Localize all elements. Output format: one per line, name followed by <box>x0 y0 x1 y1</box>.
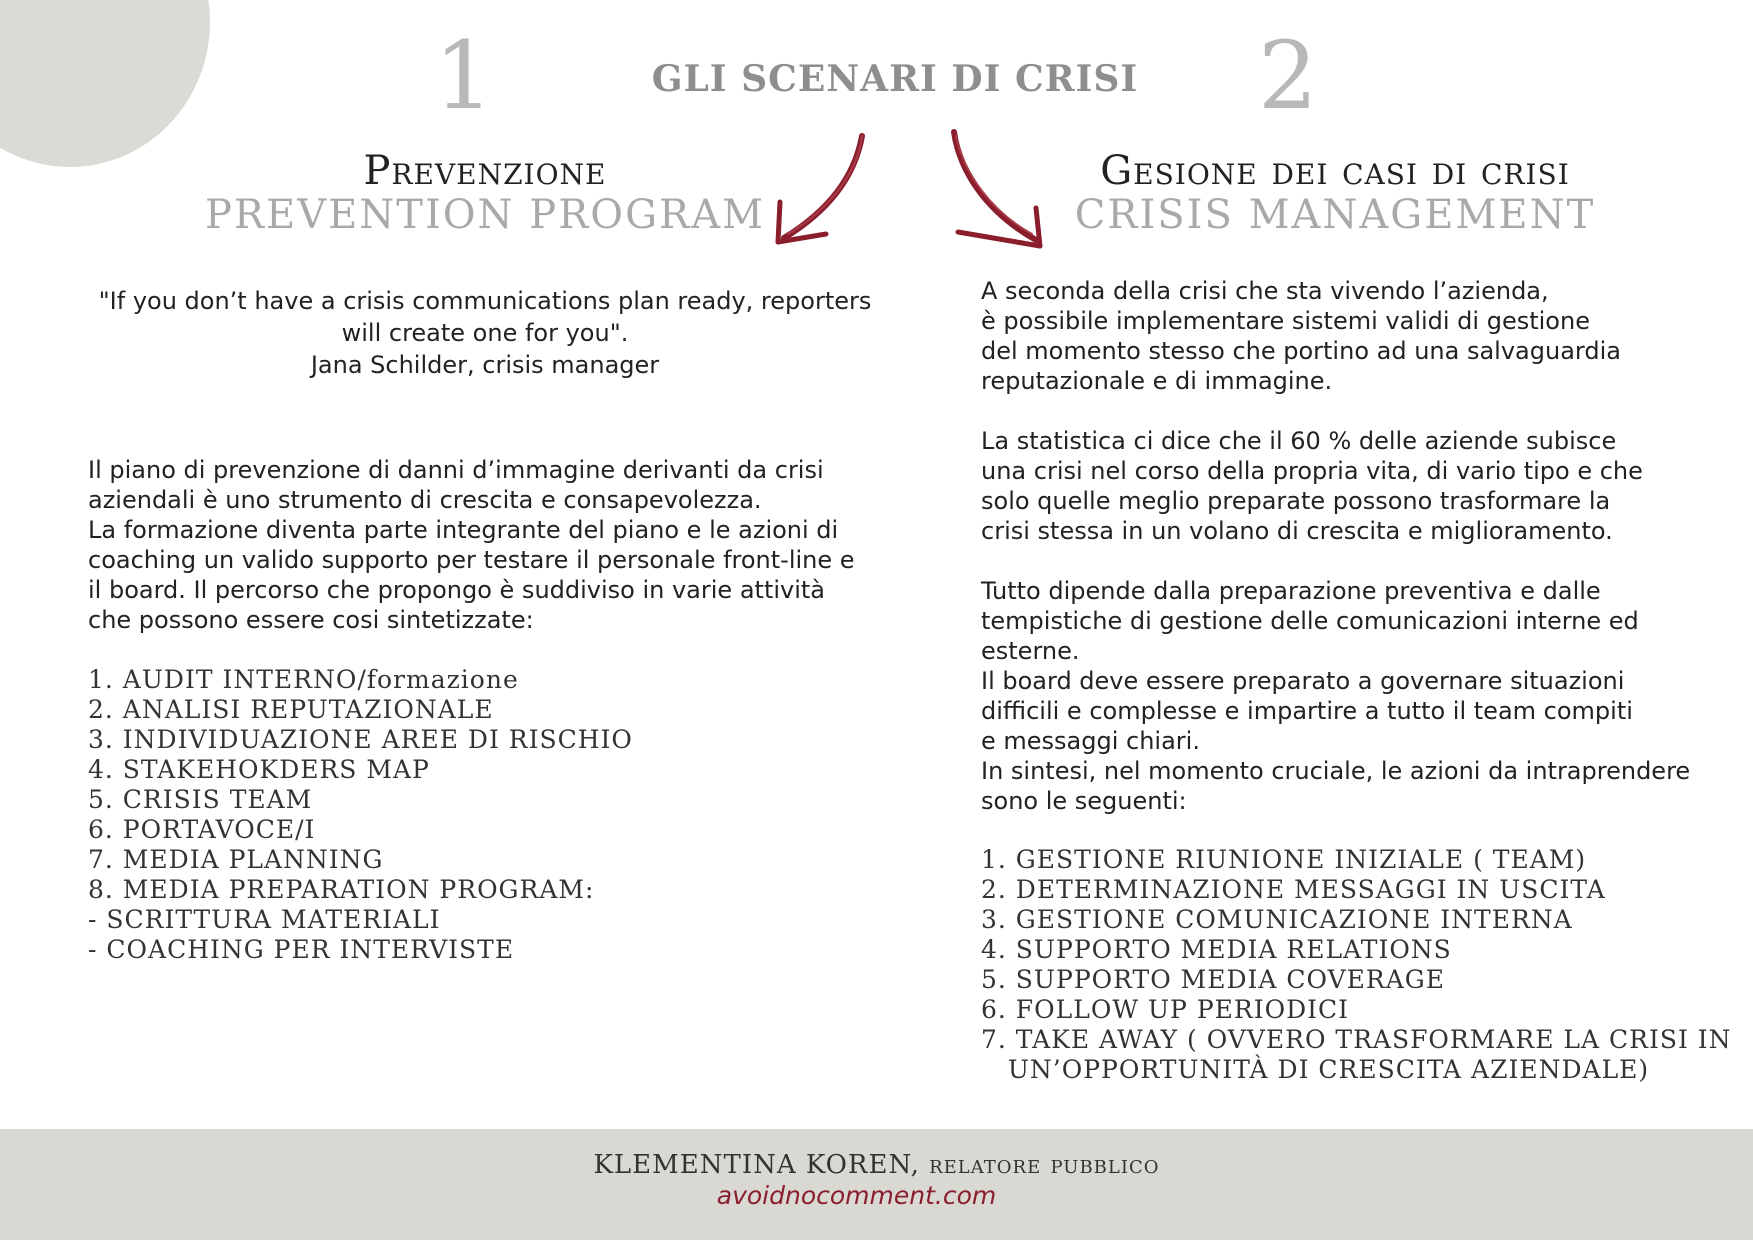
list-item: 6. FOLLOW UP PERIODICI <box>981 995 1350 1024</box>
list-item: 4. STAKEHOKDERS MAP <box>88 755 430 784</box>
text-line: Il board deve essere preparato a governare situazioni <box>981 667 1625 695</box>
text-line: Il piano di prevenzione di danni d’immagine derivanti da crisi <box>88 456 824 484</box>
list-item: 4. SUPPORTO MEDIA RELATIONS <box>981 935 1452 964</box>
text-line: crisi stessa in un volano di crescita e miglioramento. <box>981 517 1613 545</box>
text-line: In sintesi, nel momento cruciale, le azioni da intraprendere <box>981 757 1691 785</box>
section-number-1: 1 <box>434 22 494 131</box>
list-item: 2. ANALISI REPUTAZIONALE <box>88 695 494 724</box>
text-line: reputazionale e di immagine. <box>981 367 1333 395</box>
text-line: difficili e complesse e impartire a tutto il team compiti <box>981 697 1633 725</box>
arrow-down-left-icon <box>770 130 870 250</box>
author-role: relatore pubblico <box>929 1150 1160 1180</box>
right-column-subtitle: CRISIS MANAGEMENT <box>1074 192 1596 238</box>
text-line: esterne. <box>981 637 1080 665</box>
list-item: 8. MEDIA PREPARATION PROGRAM: <box>88 875 595 904</box>
list-item: 1. GESTIONE RIUNIONE INIZIALE ( TEAM) <box>981 845 1587 874</box>
text-line: Tutto dipende dalla preparazione preventiva e dalle <box>981 577 1601 605</box>
text-line: La statistica ci dice che il 60 % delle aziende subisce <box>981 427 1617 455</box>
list-item: 2. DETERMINAZIONE MESSAGGI IN USCITA <box>981 875 1606 904</box>
paragraph-gap <box>981 546 1721 576</box>
quote-line: will create one for you". <box>341 319 629 347</box>
page-title: GLI SCENARI DI CRISI <box>651 58 1139 100</box>
text-line: coaching un valido supporto per testare il personale front-line e <box>88 546 855 574</box>
website-link[interactable]: avoidnocomment.com <box>716 1181 997 1210</box>
corner-decoration <box>0 0 210 167</box>
list-item: 7. MEDIA PLANNING <box>88 845 384 874</box>
footer-author <box>0 1150 1753 1180</box>
left-column-subtitle: PREVENTION PROGRAM <box>204 192 766 238</box>
text-line: il board. Il percorso che propongo è suddiviso in varie attività <box>88 576 826 604</box>
text-line: che possono essere cosi sintetizzate: <box>88 606 534 634</box>
right-column-title: Gesione dei casi di crisi <box>1100 148 1570 194</box>
list-item: UN’OPPORTUNITÀ DI CRESCITA AZIENDALE) <box>981 1055 1650 1084</box>
left-column-title: Prevenzione <box>363 148 607 194</box>
quote-block <box>70 285 900 381</box>
left-body-text <box>88 455 908 635</box>
section-number-2: 2 <box>1258 22 1318 131</box>
list-item: - SCRITTURA MATERIALI <box>88 905 441 934</box>
list-item: 6. PORTAVOCE/I <box>88 815 316 844</box>
text-line: sono le seguenti: <box>981 787 1187 815</box>
text-line: La formazione diventa parte integrante del piano e le azioni di <box>88 516 839 544</box>
text-line: è possibile implementare sistemi validi di gestione <box>981 307 1590 335</box>
crisis-actions-list <box>981 845 1732 1085</box>
list-item: 1. AUDIT INTERNO/formazione <box>88 665 519 694</box>
right-body-text <box>981 276 1721 816</box>
text-line: solo quelle meglio preparate possono trasformare la <box>981 487 1611 515</box>
list-item: 5. SUPPORTO MEDIA COVERAGE <box>981 965 1445 994</box>
paragraph-gap <box>981 396 1721 426</box>
text-line: una crisi nel corso della propria vita, di vario tipo e che <box>981 457 1643 485</box>
list-item: - COACHING PER INTERVISTE <box>88 935 515 964</box>
text-line: aziendali è uno strumento di crescita e consapevolezza. <box>88 486 762 514</box>
list-item: 3. GESTIONE COMUNICAZIONE INTERNA <box>981 905 1573 934</box>
author-name: KLEMENTINA KOREN, <box>593 1150 920 1180</box>
text-line: tempistiche di gestione delle comunicazioni interne ed <box>981 607 1639 635</box>
text-line: e messaggi chiari. <box>981 727 1200 755</box>
list-item: 7. TAKE AWAY ( OVVERO TRASFORMARE LA CRISI IN <box>981 1025 1732 1054</box>
list-item: 5. CRISIS TEAM <box>88 785 313 814</box>
quote-line: "If you don’t have a crisis communications plan ready, reporters <box>98 287 872 315</box>
list-item: 3. INDIVIDUAZIONE AREE DI RISCHIO <box>88 725 633 754</box>
quote-author: Jana Schilder, crisis manager <box>310 351 660 379</box>
text-line: del momento stesso che portino ad una salvaguardia <box>981 337 1621 365</box>
prevention-activities-list <box>88 665 633 965</box>
text-line: A seconda della crisi che sta vivendo l’azienda, <box>981 277 1549 305</box>
